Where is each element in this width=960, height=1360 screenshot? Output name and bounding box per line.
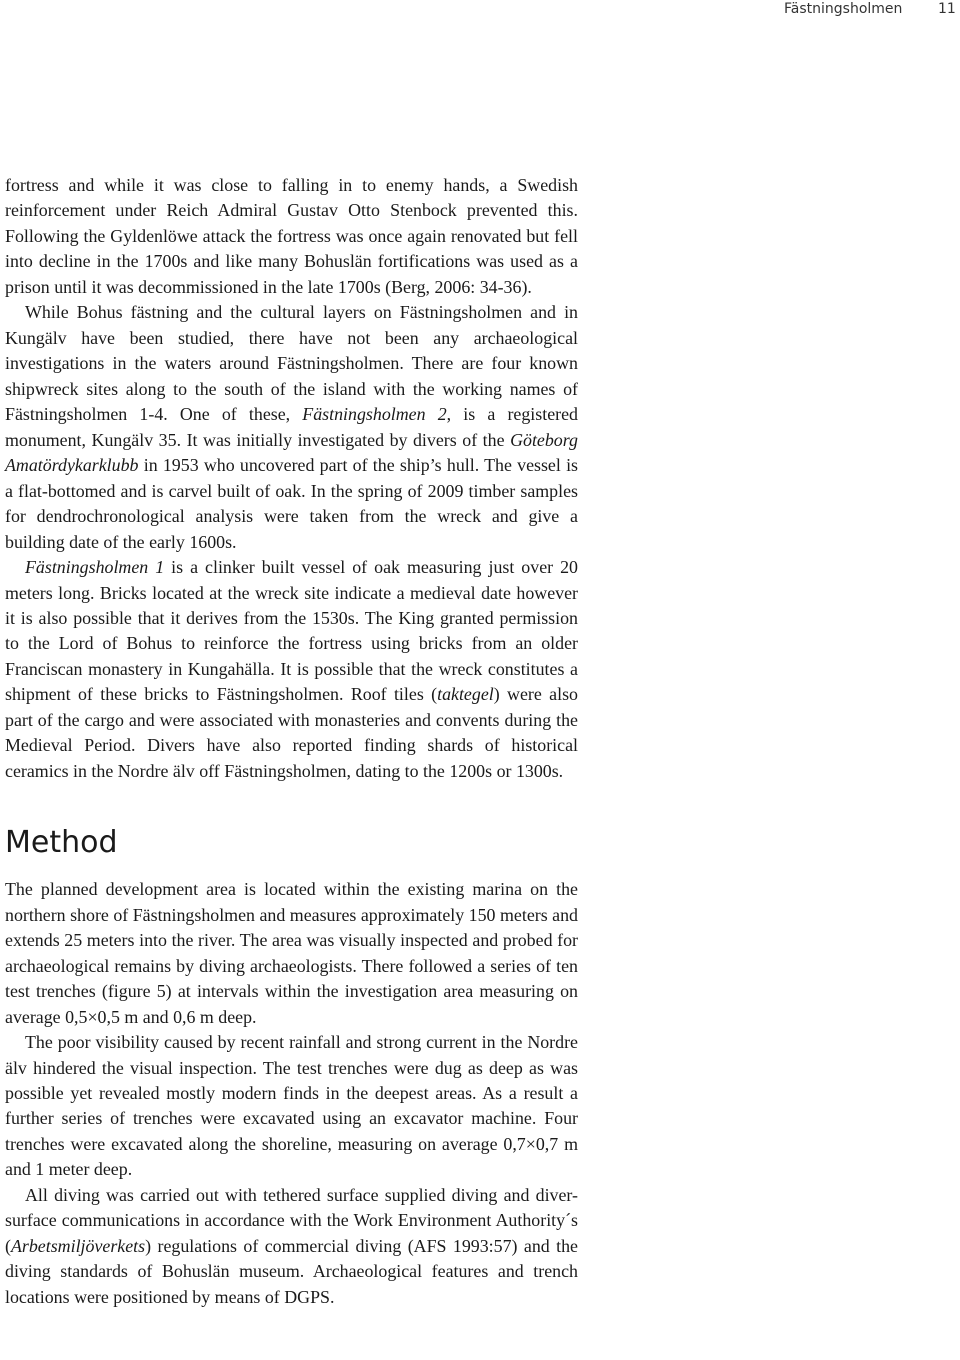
intro-paragraph-1 [5, 173, 578, 300]
method-heading-wrap [5, 826, 578, 860]
intro-p3-text-b: ) were also part of the cargo and were associated with monasteries and convents during the Medieval Period. Divers have also reported finding shards of historical ceramics in the Nordre älv off Fästningsholmen, dating to the 1200s or 1300s. [5, 684, 578, 781]
intro-paragraph-3 [5, 555, 578, 784]
page-number: 11 [938, 1, 956, 17]
club-name: Göteborg Amatördykarklubb [5, 429, 578, 476]
method-paragraph-2 [5, 1030, 578, 1183]
intro-p2-text-a: While Bohus fästning and the cultural layers on Fästningsholmen and in Kungälv have been studied, there have not been any archaeological investigations in the waters around Fästningsholmen. There are four known shipwreck sites along to the south of the island with the working names of Fästningsholmen 1-4. One of these, [5, 302, 578, 425]
method-p3-text-b: ) regulations of commercial diving (AFS 1993:57) and the diving standards of Bohuslän museum. Archaeological features and trench locations were positioned by means of DGPS. [5, 1235, 578, 1307]
section-heading-method: Method [5, 825, 118, 861]
term-taktegel: taktegel [437, 684, 494, 705]
running-title: Fästningsholmen [784, 1, 903, 17]
intro-p2-text-b: , is a registered monument, Kungälv 35. It was initially investigated by divers of the [5, 404, 578, 450]
wreck-name-fastningsholmen-2: Fästningsholmen 2 [302, 404, 447, 425]
method-p1-text: The planned development area is located within the existing marina on the northern shore of Fästningsholmen and measures approximately 150 meters and extends 25 meters into the river. The area was visually inspected and probed for archaeological remains by diving archaeologists. There followed a series of ten test trenches (figure 5) at intervals within the investigation area measuring on average 0,5×0,5 m and 0,6 m deep. [5, 879, 578, 1027]
page-header [0, 0, 960, 22]
term-arbetsmiljoverkets: Arbetsmiljöverkets [10, 1235, 146, 1256]
method-p3-text-a: All diving was carried out with tethered surface supplied diving and diver-surface communications in accordance with the Work Environment Authority´s ( [5, 1184, 578, 1256]
method-paragraph-1 [5, 877, 578, 1030]
method-p2-text: The poor visibility caused by recent rainfall and strong current in the Nordre älv hindered the visual inspection. The test trenches were dug as deep as was possible yet revealed mostly modern finds in the deepest areas. As a result a further series of trenches were excavated using an excavator machine. Four trenches were excavated along the shoreline, measuring on average 0,7×0,7 m and 1 meter deep. [5, 1032, 578, 1180]
method-paragraph-3 [5, 1183, 578, 1310]
wreck-name-fastningsholmen-1: Fästningsholmen 1 [25, 557, 165, 578]
intro-p2-text-c: in 1953 who uncovered part of the ship’s hull. The vessel is a flat-bottomed and is carvel built of oak. In the spring of 2009 timber samples for dendrochronological analysis were taken from the wreck and give a building date of the early 1600s. [5, 455, 578, 552]
intro-p3-text-a: is a clinker built vessel of oak measuring just over 20 meters long. Bricks located at the wreck site indicate a medieval date however it is also possible that it derives from the 1530s. The King granted permission to the Lord of Bohus to reinforce the fortress using bricks from an older Franciscan monastery in Kungahälla. It is possible that the wreck constitutes a shipment of these bricks to Fästningsholmen. Roof tiles ( [5, 557, 578, 705]
intro-p1-text: fortress and while it was close to falling in to enemy hands, a Swedish reinforcement under Reich Admiral Gustav Otto Stenbock prevented this. Following the Gyldenlöwe attack the fortress was once again renovated but fell into decline in the 1700s and like many Bohuslän fortifications was used as a prison until it was decommissioned in the late 1700s (Berg, 2006: 34-36). [5, 175, 578, 297]
body-text [5, 173, 578, 1310]
intro-paragraph-2 [5, 300, 578, 555]
